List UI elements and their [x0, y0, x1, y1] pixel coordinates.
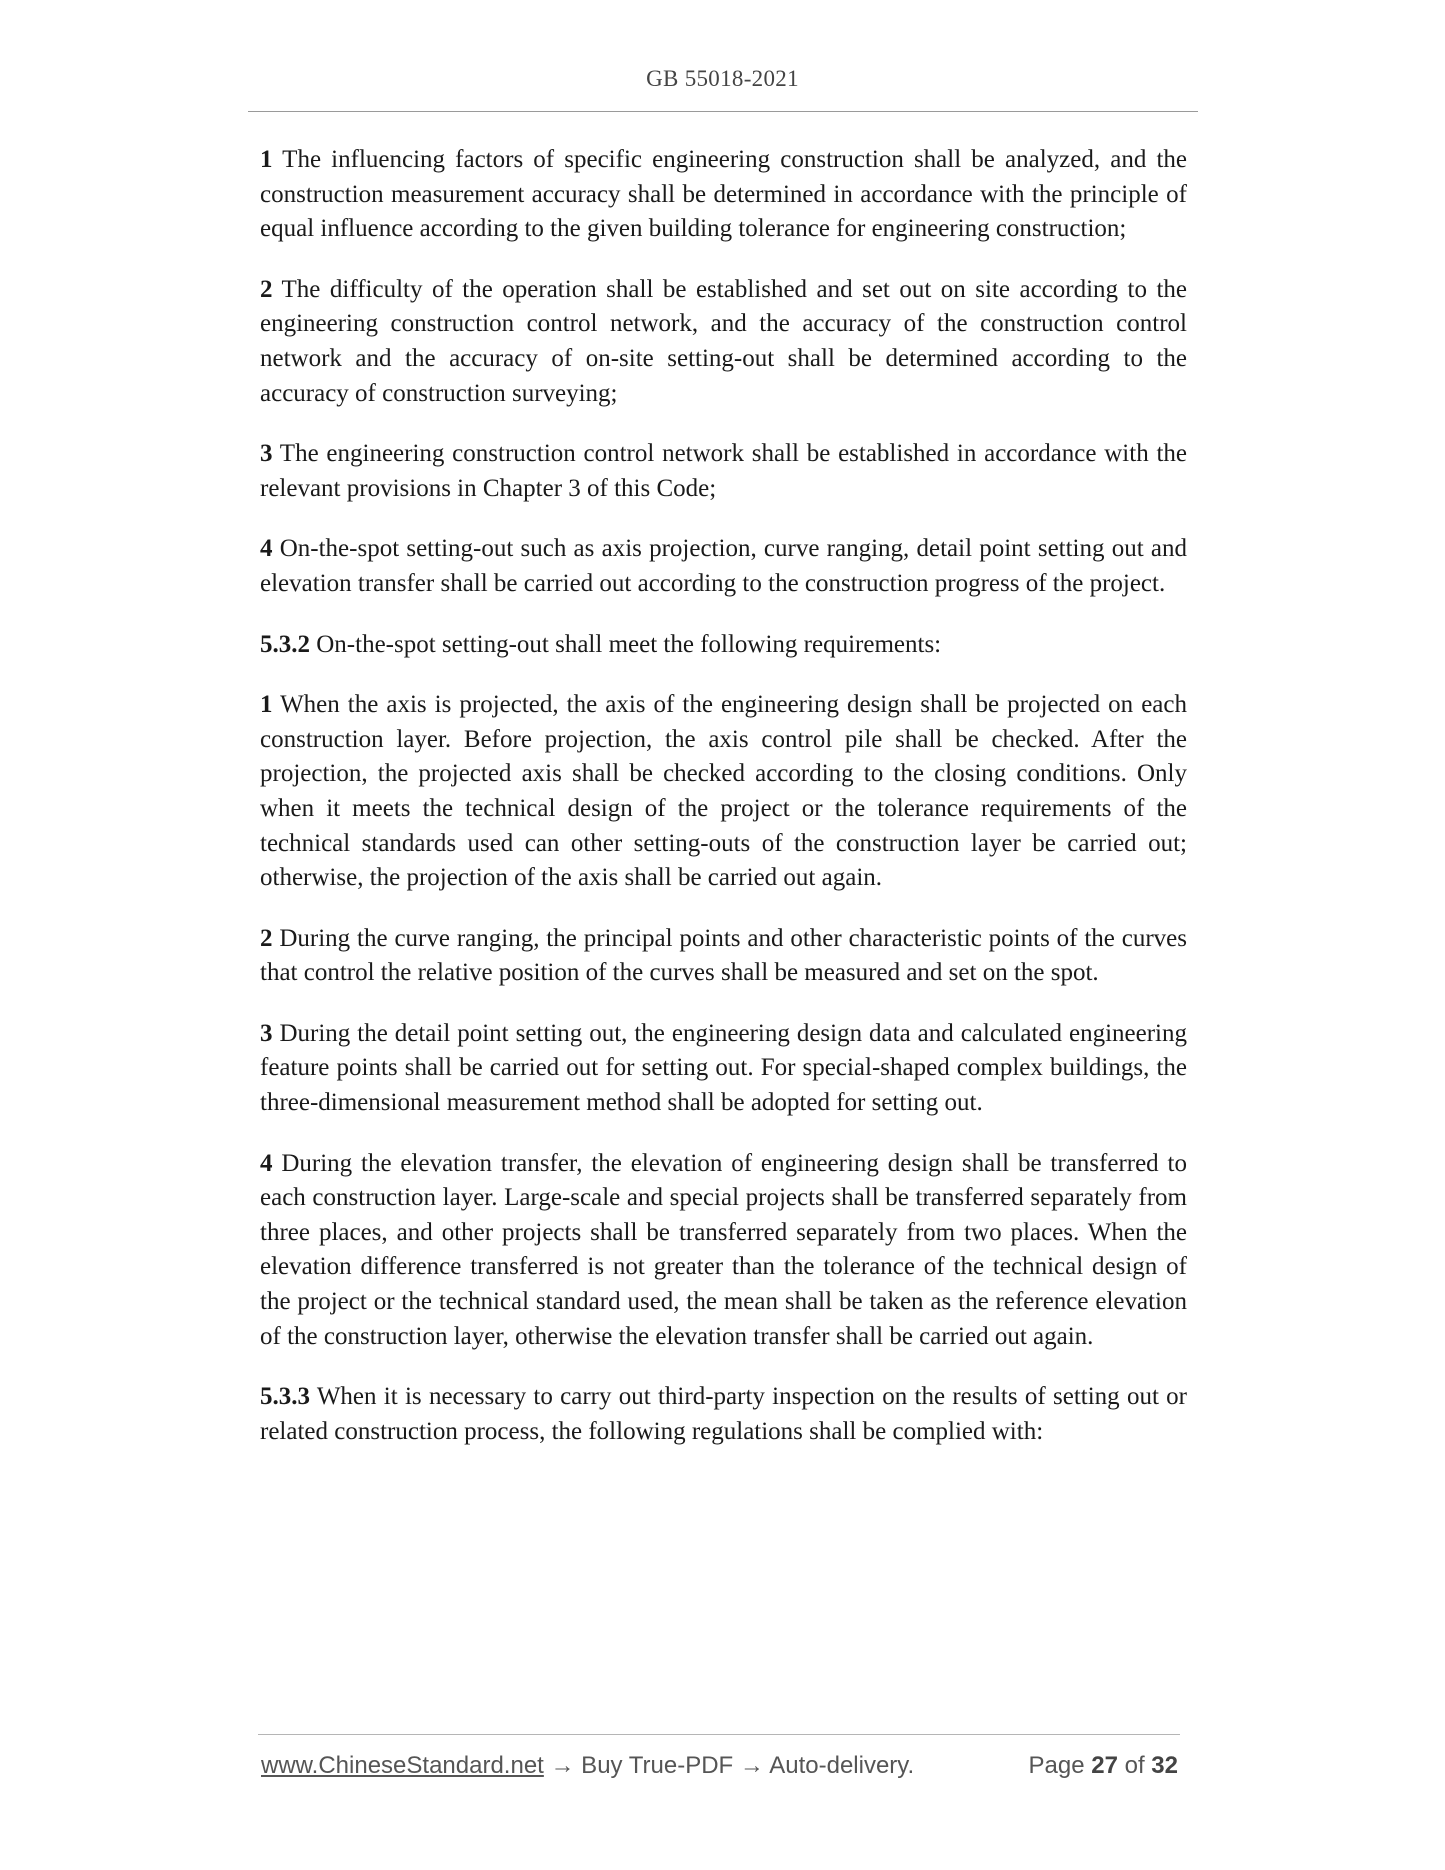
clause-paragraph	[260, 688, 1187, 896]
section-paragraph	[260, 1380, 1187, 1449]
clause-text: During the curve ranging, the principal points and other characteristic points of the curves that control the relative position of the curves shall be measured and set on the spot.	[260, 924, 1187, 987]
clause-number: 2	[260, 924, 273, 952]
clause-number: 2	[260, 275, 273, 303]
clause-text: The difficulty of the operation shall be established and set out on site according to the engineering construction control network, and the accuracy of the construction control network and the accuracy of on-site setting-out shall be determined according to the accuracy of construction surveying;	[260, 275, 1187, 407]
total-page-number: 32	[1151, 1752, 1178, 1779]
clause-paragraph	[260, 1017, 1187, 1121]
page-footer	[261, 1752, 1178, 1784]
clause-text: On-the-spot setting-out such as axis projection, curve ranging, detail point setting out and elevation transfer shall be carried out according to the construction progress of the project.	[260, 535, 1187, 597]
website-link[interactable]: www.ChineseStandard.net	[261, 1752, 544, 1779]
clause-paragraph	[260, 437, 1187, 506]
clause-text: The engineering construction control network shall be established in accordance with the relevant provisions in Chapter 3 of this Code;	[260, 440, 1187, 502]
section-paragraph	[260, 628, 1187, 663]
clause-number: 3	[260, 440, 273, 468]
section-number: 5.3.3	[260, 1383, 310, 1411]
footer-tagline: → Buy True-PDF → Auto-delivery.	[543, 1752, 915, 1779]
section-number: 5.3.2	[260, 630, 310, 658]
page-label: Page	[1028, 1752, 1092, 1779]
page-of-label: of	[1117, 1752, 1152, 1779]
clause-number: 1	[260, 691, 273, 719]
header-divider	[248, 111, 1198, 112]
clause-number: 1	[260, 146, 273, 173]
clause-paragraph	[260, 922, 1187, 991]
clause-text: During the elevation transfer, the elevation of engineering design shall be transferred to each construction layer. Large-scale and special projects shall be transferred separately from three places, and other projects shall be transferred separately from two places. When the elevation difference transferred is not greater than the tolerance of the technical design of the project or the technical standard used, the mean shall be taken as the reference elevation of the construction layer, otherwise the elevation transfer shall be carried out again.	[260, 1149, 1187, 1350]
clause-paragraph	[260, 1147, 1187, 1355]
clause-paragraph	[260, 143, 1187, 247]
clause-text: When the axis is projected, the axis of the engineering design shall be projected on each construction layer. Before projection, the axis control pile shall be checked. After the projection, the projected axis shall be checked according to the closing conditions. Only when it meets the technical design of the project or the tolerance requirements of the technical standards used can other setting-outs of the construction layer be carried out; otherwise, the projection of the axis shall be carried out again.	[260, 691, 1187, 892]
section-text: On-the-spot setting-out shall meet the following requirements:	[310, 630, 942, 658]
clause-paragraph	[260, 273, 1187, 411]
clause-paragraph	[260, 532, 1187, 601]
current-page-number: 27	[1091, 1752, 1118, 1779]
footer-divider	[258, 1734, 1180, 1735]
clause-text: During the detail point setting out, the engineering design data and calculated engineering feature points shall be carried out for setting out. For special-shaped complex buildings, the three-dimensional measurement method shall be adopted for setting out.	[260, 1019, 1187, 1117]
page-header-title: GB 55018-2021	[646, 66, 799, 91]
section-text: When it is necessary to carry out third-party inspection on the results of setting out or related construction process, the following regulations shall be complied with:	[260, 1383, 1187, 1445]
page-indicator	[1029, 1752, 1178, 1780]
document-body	[260, 143, 1187, 1475]
footer-promo	[261, 1752, 914, 1780]
clause-number: 4	[260, 535, 273, 563]
clause-text: The influencing factors of specific engineering construction shall be analyzed, and the construction measurement accuracy shall be determined in accordance with the principle of equal influence according to the given building tolerance for engineering construction;	[260, 146, 1187, 243]
clause-number: 3	[260, 1019, 273, 1047]
clause-number: 4	[260, 1149, 273, 1177]
